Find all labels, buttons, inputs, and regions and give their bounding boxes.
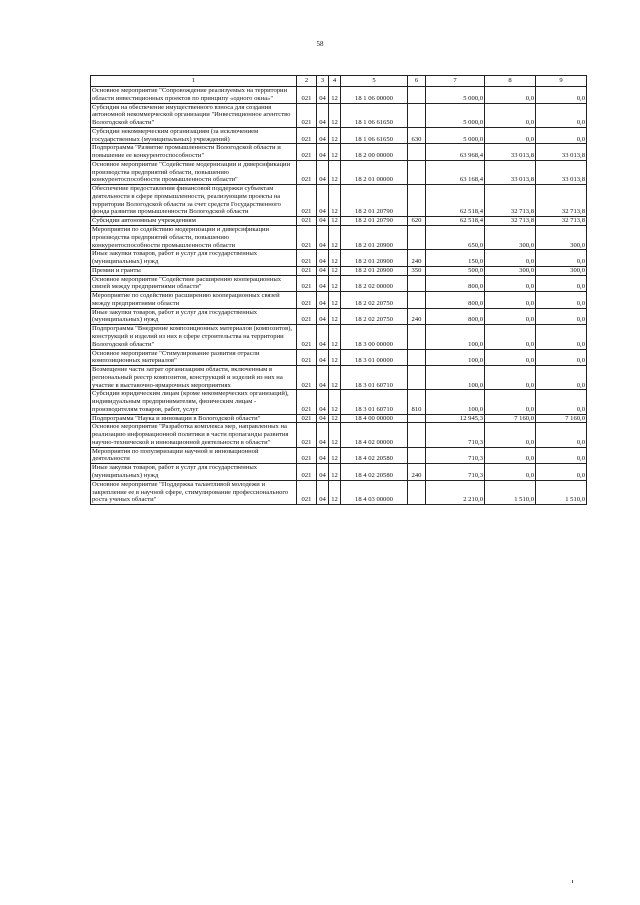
subsection-code: 12 [329,87,341,104]
target-article-code: 18 2 01 20900 [341,266,408,275]
amount-col9: 33 013,8 [536,160,587,184]
amount-col9: 0,0 [536,325,587,349]
amount-col8: 0,0 [485,292,536,309]
amount-col7: 2 210,0 [426,480,485,504]
expense-type-code [408,185,426,217]
expense-type-code: 240 [408,308,426,325]
column-header: 8 [485,76,536,87]
row-description: Иные закупки товаров, работ и услуг для государственных (муниципальных) нужд [91,464,297,481]
page-number: 58 [316,40,324,48]
subsection-code: 12 [329,144,341,161]
section-code: 04 [317,144,329,161]
amount-col9: 0,0 [536,423,587,447]
row-description: Иные закупки товаров, работ и услуг для государственных (муниципальных) нужд [91,250,297,267]
column-header: 1 [91,76,297,87]
ministry-code: 021 [297,127,317,144]
table-row [91,349,587,366]
amount-col7: 800,0 [426,292,485,309]
subsection-code: 12 [329,127,341,144]
amount-col8: 32 713,8 [485,217,536,226]
amount-col9: 0,0 [536,127,587,144]
column-header: 9 [536,76,587,87]
ministry-code: 021 [297,366,317,390]
expense-type-code: 350 [408,266,426,275]
amount-col9: 0,0 [536,292,587,309]
section-code: 04 [317,349,329,366]
target-article-code: 18 4 02 00000 [341,423,408,447]
subsection-code: 12 [329,349,341,366]
target-article-code: 18 2 01 00000 [341,160,408,184]
amount-col7: 5 000,0 [426,103,485,127]
amount-col7: 710,3 [426,464,485,481]
row-description: Основное мероприятие "Стимулирование развития отрасли композиционных материалов" [91,349,297,366]
section-code: 04 [317,414,329,423]
target-article-code: 18 2 00 00000 [341,144,408,161]
amount-col7: 100,0 [426,366,485,390]
amount-col8: 0,0 [485,87,536,104]
amount-col7: 710,3 [426,423,485,447]
subsection-code: 12 [329,226,341,250]
row-description: Основное мероприятие "Разработка комплекса мер, направленных на реализацию информационной политики в части пропаганды развития научно-технической и инновационной деятельности в области" [91,423,297,447]
row-description: Субсидии юридическим лицам (кроме некоммерческих организаций), индивидуальным предпринимателям, физическим лицам - производителям товаров, работ, услуг [91,390,297,414]
amount-col8: 0,0 [485,464,536,481]
section-code: 04 [317,275,329,292]
section-code: 04 [317,447,329,464]
target-article-code: 18 2 02 00000 [341,275,408,292]
subsection-code: 12 [329,292,341,309]
amount-col8: 33 013,8 [485,144,536,161]
row-description: Премии и гранты [91,266,297,275]
amount-col8: 0,0 [485,423,536,447]
ministry-code: 021 [297,266,317,275]
subsection-code: 12 [329,308,341,325]
table-row [91,127,587,144]
amount-col8: 33 013,8 [485,160,536,184]
row-description: Субсидии некоммерческим организациям (за исключением государственных (муниципальных) учреждений) [91,127,297,144]
amount-col7: 63 968,4 [426,144,485,161]
amount-col9: 0,0 [536,349,587,366]
subsection-code: 12 [329,423,341,447]
scan-mark [572,880,573,883]
ministry-code: 021 [297,390,317,414]
section-code: 04 [317,250,329,267]
amount-col7: 5 000,0 [426,127,485,144]
amount-col7: 800,0 [426,275,485,292]
table-row [91,464,587,481]
table-row [91,185,587,217]
expense-type-code [408,423,426,447]
target-article-code: 18 4 02 20580 [341,464,408,481]
amount-col8: 300,0 [485,266,536,275]
expense-type-code [408,103,426,127]
amount-col9: 32 713,8 [536,185,587,217]
ministry-code: 021 [297,325,317,349]
expense-type-code [408,414,426,423]
amount-col7: 100,0 [426,390,485,414]
subsection-code: 12 [329,217,341,226]
expense-type-code [408,160,426,184]
table-row [91,390,587,414]
amount-col8: 0,0 [485,250,536,267]
subsection-code: 12 [329,447,341,464]
section-code: 04 [317,226,329,250]
target-article-code: 18 3 00 00000 [341,325,408,349]
amount-col8: 0,0 [485,127,536,144]
section-code: 04 [317,127,329,144]
target-article-code: 18 4 02 20580 [341,447,408,464]
row-description: Подпрограмма "Развитие промышленности Вологодской области и повышение ее конкурентоспособности" [91,144,297,161]
row-description: Подпрограмма "Наука и инновации в Вологодской области" [91,414,297,423]
subsection-code: 12 [329,266,341,275]
table-row [91,266,587,275]
amount-col8: 0,0 [485,349,536,366]
column-header: 7 [426,76,485,87]
row-description: Основное мероприятие "Поддержка талантливой молодежи и закрепление ее в научной сфере, стимулирование профессионального роста ученых области" [91,480,297,504]
target-article-code: 18 1 06 61650 [341,103,408,127]
ministry-code: 021 [297,414,317,423]
target-article-code: 18 1 06 61650 [341,127,408,144]
section-code: 04 [317,423,329,447]
ministry-code: 021 [297,217,317,226]
amount-col8: 7 160,0 [485,414,536,423]
table-row [91,414,587,423]
row-description: Подпрограмма "Внедрение композиционных материалов (композитов), конструкций и изделий из них в сфере строительства на территории Вологодской области" [91,325,297,349]
ministry-code: 021 [297,423,317,447]
amount-col7: 62 518,4 [426,217,485,226]
table-row [91,144,587,161]
amount-col7: 12 945,3 [426,414,485,423]
amount-col8: 1 510,0 [485,480,536,504]
table-row [91,292,587,309]
expense-type-code [408,292,426,309]
amount-col8: 32 713,8 [485,185,536,217]
table-row [91,480,587,504]
row-description: Мероприятие по содействию расширению кооперационных связей между предприятиями области [91,292,297,309]
ministry-code: 021 [297,103,317,127]
subsection-code: 12 [329,160,341,184]
expense-type-code [408,325,426,349]
target-article-code: 18 3 01 00000 [341,349,408,366]
expense-type-code: 630 [408,127,426,144]
amount-col7: 63 168,4 [426,160,485,184]
subsection-code: 12 [329,390,341,414]
expense-type-code [408,366,426,390]
section-code: 04 [317,87,329,104]
table-row [91,103,587,127]
subsection-code: 12 [329,414,341,423]
amount-col7: 710,3 [426,447,485,464]
amount-col8: 0,0 [485,366,536,390]
section-code: 04 [317,480,329,504]
subsection-code: 12 [329,250,341,267]
column-header: 5 [341,76,408,87]
table-row [91,275,587,292]
expense-type-code: 620 [408,217,426,226]
amount-col9: 1 510,0 [536,480,587,504]
ministry-code: 021 [297,144,317,161]
expense-type-code [408,480,426,504]
target-article-code: 18 2 01 20790 [341,217,408,226]
table-row [91,308,587,325]
table-row [91,160,587,184]
target-article-code: 18 4 00 00000 [341,414,408,423]
expense-type-code [408,275,426,292]
target-article-code: 18 2 01 20900 [341,250,408,267]
amount-col7: 500,0 [426,266,485,275]
expense-type-code [408,226,426,250]
row-description: Субсидия на обеспечение имущественного взноса для создания автономной некоммерческой организации "Инвестиционное агентство Вологодской области" [91,103,297,127]
subsection-code: 12 [329,103,341,127]
amount-col9: 300,0 [536,226,587,250]
amount-col9: 0,0 [536,447,587,464]
ministry-code: 021 [297,308,317,325]
amount-col8: 0,0 [485,308,536,325]
subsection-code: 12 [329,480,341,504]
section-code: 04 [317,366,329,390]
row-description: Основное мероприятие "Сопровождение реализуемых на территории области инвестиционных проектов по принципу «одного окна»" [91,87,297,104]
subsection-code: 12 [329,325,341,349]
amount-col9: 32 713,8 [536,217,587,226]
column-header: 2 [297,76,317,87]
amount-col8: 0,0 [485,325,536,349]
row-description: Возмещение части затрат организациям области, включенным в региональный реестр композитов, конструкций и изделий из них на участие в выставочно-ярмарочных мероприятиях [91,366,297,390]
section-code: 04 [317,390,329,414]
amount-col9: 0,0 [536,390,587,414]
expense-type-code [408,349,426,366]
table-row [91,217,587,226]
table-body [91,87,587,505]
budget-table [90,75,587,505]
section-code: 04 [317,185,329,217]
section-code: 04 [317,160,329,184]
table-row [91,325,587,349]
amount-col9: 0,0 [536,366,587,390]
table-row [91,226,587,250]
section-code: 04 [317,103,329,127]
ministry-code: 021 [297,226,317,250]
amount-col8: 0,0 [485,103,536,127]
subsection-code: 12 [329,185,341,217]
target-article-code: 18 1 06 00000 [341,87,408,104]
section-code: 04 [317,217,329,226]
table-row [91,366,587,390]
amount-col9: 0,0 [536,464,587,481]
table-row [91,87,587,104]
amount-col7: 62 518,4 [426,185,485,217]
ministry-code: 021 [297,160,317,184]
ministry-code: 021 [297,275,317,292]
expense-type-code [408,447,426,464]
table-row [91,423,587,447]
amount-col9: 0,0 [536,308,587,325]
section-code: 04 [317,266,329,275]
target-article-code: 18 2 02 20750 [341,292,408,309]
amount-col9: 300,0 [536,266,587,275]
amount-col8: 0,0 [485,390,536,414]
amount-col8: 300,0 [485,226,536,250]
amount-col8: 0,0 [485,447,536,464]
row-description: Основное мероприятие "Содействие расширению кооперационных связей между предприятиями области" [91,275,297,292]
ministry-code: 021 [297,292,317,309]
expense-type-code [408,144,426,161]
row-description: Иные закупки товаров, работ и услуг для государственных (муниципальных) нужд [91,308,297,325]
row-description: Субсидии автономным учреждениям [91,217,297,226]
row-description: Обеспечение предоставления финансовой поддержки субъектам деятельности в сфере промышленности, реализующим проекты на территории Вологодской области за счет средств Государственного фонда развития промышленности Вологодской области [91,185,297,217]
section-code: 04 [317,292,329,309]
table-header-row [91,76,587,87]
ministry-code: 021 [297,349,317,366]
target-article-code: 18 3 01 60710 [341,366,408,390]
ministry-code: 021 [297,87,317,104]
section-code: 04 [317,308,329,325]
amount-col7: 100,0 [426,325,485,349]
ministry-code: 021 [297,250,317,267]
target-article-code: 18 2 01 20900 [341,226,408,250]
expense-type-code: 810 [408,390,426,414]
expense-type-code [408,87,426,104]
target-article-code: 18 3 01 60710 [341,390,408,414]
section-code: 04 [317,464,329,481]
expense-type-code: 240 [408,250,426,267]
column-header: 4 [329,76,341,87]
ministry-code: 021 [297,480,317,504]
amount-col7: 100,0 [426,349,485,366]
amount-col8: 0,0 [485,275,536,292]
column-header: 3 [317,76,329,87]
table-row [91,250,587,267]
column-header: 6 [408,76,426,87]
table-row [91,447,587,464]
amount-col9: 0,0 [536,275,587,292]
ministry-code: 021 [297,464,317,481]
row-description: Мероприятия по содействию модернизации и диверсификации производства предприятий области, повышению конкурентоспособности промышленности области [91,226,297,250]
target-article-code: 18 2 01 20790 [341,185,408,217]
amount-col9: 33 013,8 [536,144,587,161]
subsection-code: 12 [329,275,341,292]
target-article-code: 18 4 03 00000 [341,480,408,504]
ministry-code: 021 [297,185,317,217]
expense-type-code: 240 [408,464,426,481]
target-article-code: 18 2 02 20750 [341,308,408,325]
amount-col7: 800,0 [426,308,485,325]
amount-col9: 0,0 [536,103,587,127]
amount-col9: 0,0 [536,87,587,104]
subsection-code: 12 [329,366,341,390]
amount-col7: 150,0 [426,250,485,267]
amount-col9: 0,0 [536,250,587,267]
row-description: Мероприятия по популяризации научной и инновационной деятельности [91,447,297,464]
amount-col7: 5 000,0 [426,87,485,104]
amount-col9: 7 160,0 [536,414,587,423]
ministry-code: 021 [297,447,317,464]
row-description: Основное мероприятие "Содействие модернизации и диверсификации производства предприятий области, повышению конкурентоспособности промышленности области" [91,160,297,184]
amount-col7: 650,0 [426,226,485,250]
subsection-code: 12 [329,464,341,481]
section-code: 04 [317,325,329,349]
